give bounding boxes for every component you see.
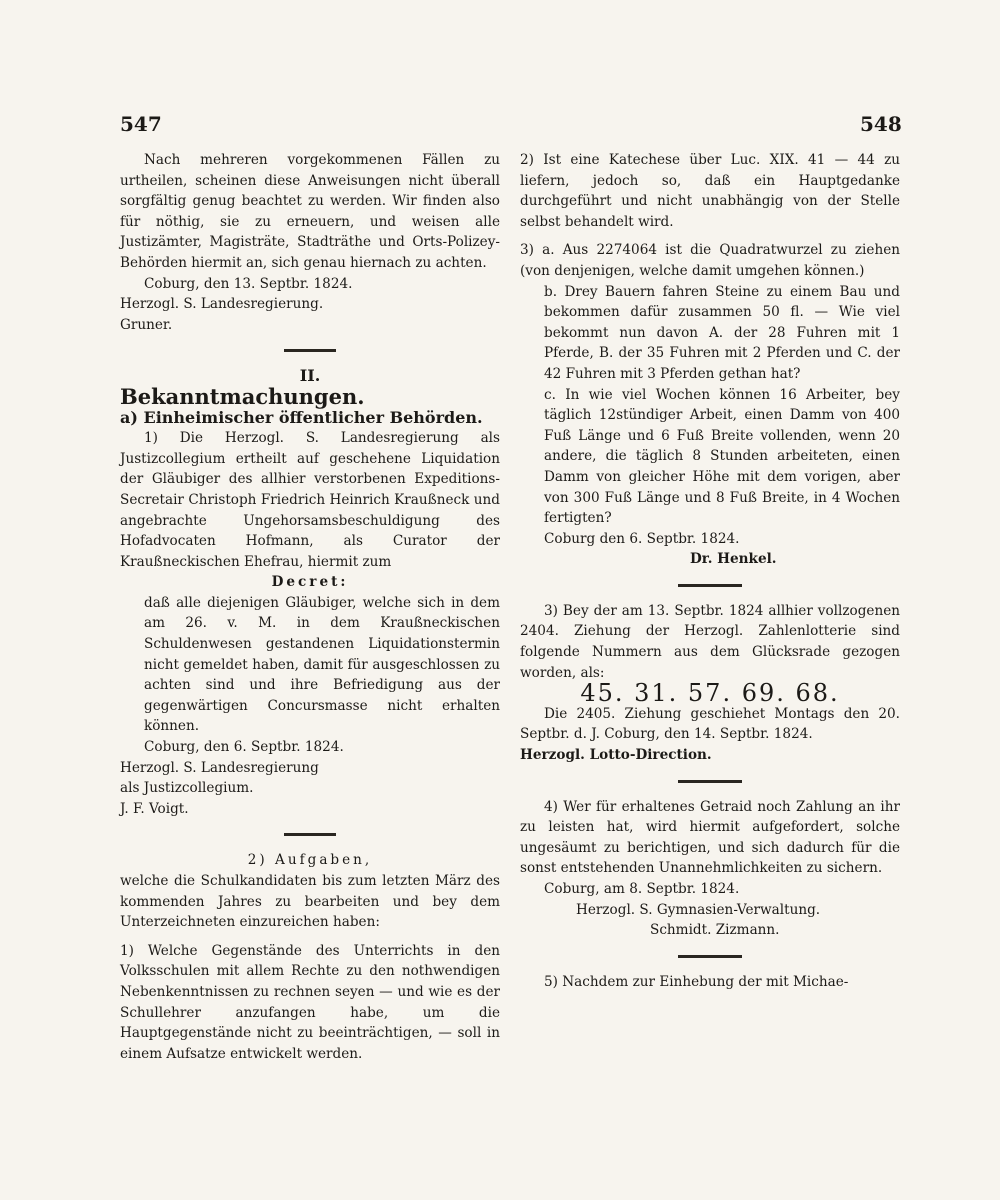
item-2-intro: welche die Schulkandidaten bis zum letzten März des kommenden Jahres zu bearbeiten und bey dem Unterzeichneten einzureichen haben: bbox=[120, 873, 500, 931]
lottery-authority: Herzogl. Lotto-Direction. bbox=[520, 747, 712, 764]
page-number-left: 547 bbox=[120, 112, 162, 136]
intro-paragraph: Nach mehreren vorgekommenen Fällen zu urtheilen, scheinen diese Anweisungen nicht überall sorgfältig genug beachtet zu werden. Wir finden also für nöthig, sie zu erneuern, und weisen alle Justizämter, Magisträte, Stadträthe und Orts-Polizey-Behörden hiermit an, sich genau hiernach zu achten. bbox=[120, 152, 500, 271]
section-heading: Bekanntmachungen. bbox=[120, 383, 365, 409]
question-1: 1) Welche Gegenstände des Unterrichts in den Volksschulen mit allem Rechte zu den nothwendigen Nebenkenntnissen zu rechnen seyen — und wie es der Schullehrer anzufangen habe, um die Hauptgegenstände nicht zu beeinträchtigen, — soll in einem Aufsatze entwickelt werden. bbox=[120, 942, 500, 1062]
intro-signature: Gruner. bbox=[120, 316, 173, 333]
item-1-authority: Herzogl. S. Landesregierung bbox=[120, 759, 319, 776]
next-draw-notice: Die 2405. Ziehung geschiehet Montags den 20. Septbr. d. J. Coburg, den 14. Septbr. 1824. bbox=[520, 705, 900, 743]
item-divider-right-2 bbox=[678, 780, 742, 783]
decree-label: Decret: bbox=[271, 574, 349, 591]
item-4-text: 4) Wer für erhaltenes Getraid noch Zahlung an ihr zu leisten hat, wird hiermit aufgefordert, solche ungesäumt zu berichtigen, und sich dadurch für die sonst entstehenden Unannehmlichkeiten zu sichern. bbox=[520, 798, 900, 877]
item-4-authority: Herzogl. S. Gymnasien-Verwaltung. bbox=[576, 901, 821, 918]
section-subheading: a) Einheimischer öffentlicher Behörden. bbox=[120, 407, 483, 427]
item-3-text: 3) Bey der am 13. Septbr. 1824 allhier vollzogenen 2404. Ziehung der Herzogl. Zahlenlotterie sind folgende Nummern aus dem Glücksrade gezogen worden, als: bbox=[520, 602, 900, 681]
decree-text: daß alle diejenigen Gläubiger, welche sich in dem am 26. v. M. in dem Kraußneckischen Schuldenwesen gestandenen Liquidationstermin nicht gemeldet haben, damit für ausgeschlossen zu achten sind und ihre Befriedigung aus der gegenwärtigen Concursmasse nicht erhalten können. bbox=[144, 594, 500, 735]
item-1-authority-sub: als Justizcollegium. bbox=[120, 780, 254, 797]
tasks-date: Coburg den 6. Septbr. 1824. bbox=[544, 530, 740, 547]
item-divider bbox=[284, 833, 336, 836]
item-divider-right-1 bbox=[678, 584, 742, 587]
question-3a: 3) a. Aus 2274064 ist die Quadratwurzel zu ziehen (von denjenigen, welche damit umgehen können.) bbox=[520, 242, 900, 279]
item-5-text: 5) Nachdem zur Einhebung der mit Michae- bbox=[544, 973, 849, 990]
section-numeral: II. bbox=[299, 366, 321, 386]
question-2: 2) Ist eine Katechese über Luc. XIX. 41 — 44 zu liefern, jedoch so, daß ein Hauptgedanke durchgeführt und nicht unabhängig von der Stelle selbst behandelt wird. bbox=[520, 152, 900, 230]
right-column bbox=[520, 150, 900, 992]
left-column bbox=[120, 150, 500, 1064]
page-number-right: 548 bbox=[860, 112, 902, 136]
item-1-date: Coburg, den 6. Septbr. 1824. bbox=[144, 739, 344, 756]
intro-date: Coburg, den 13. Septbr. 1824. bbox=[144, 275, 353, 292]
item-divider-right-3 bbox=[678, 955, 742, 958]
section-divider bbox=[284, 349, 336, 352]
question-3b: b. Drey Bauern fahren Steine zu einem Bau und bekommen dafür zusammen 50 fl. — Wie viel bekommt nun davon A. der 28 Fuhren mit 1 Pferde, B. der 35 Fuhren mit 2 Pferden und C. der 42 Fuhren mit 3 Pferden gethan hat? bbox=[544, 283, 900, 382]
item-2-title: 2) Aufgaben, bbox=[247, 852, 373, 869]
item-1-text: 1) Die Herzogl. S. Landesregierung als Justizcollegium ertheilt auf geschehene Liquidation der Gläubiger des allhier verstorbenen Expeditions-Secretair Christoph Friedrich Heinrich Kraußneck und angebrachte Ungehorsamsbeschuldigung des Hofadvocaten Hofmann, als Curator der Kraußneckischen Ehefrau, hiermit zum bbox=[120, 430, 500, 570]
tasks-signature: Dr. Henkel. bbox=[690, 551, 777, 568]
question-3c: c. In wie viel Wochen können 16 Arbeiter, bey täglich 12stündiger Arbeit, einen Damm von 400 Fuß Länge und 6 Fuß Breite vollenden, wenn 20 andere, die täglich 8 Stunden arbeiteten, einen Damm von gleicher Höhe mit dem vorigen, aber von 300 Fuß Länge und 8 Fuß Breite, in 4 Wochen fertigten? bbox=[544, 386, 900, 527]
item-4-signature: Schmidt. Zizmann. bbox=[650, 922, 780, 939]
item-1-signature: J. F. Voigt. bbox=[120, 800, 189, 817]
lottery-numbers: 45. 31. 57. 69. 68. bbox=[580, 679, 840, 708]
item-4-date: Coburg, am 8. Septbr. 1824. bbox=[544, 881, 740, 897]
intro-authority: Herzogl. S. Landesregierung. bbox=[120, 296, 324, 313]
